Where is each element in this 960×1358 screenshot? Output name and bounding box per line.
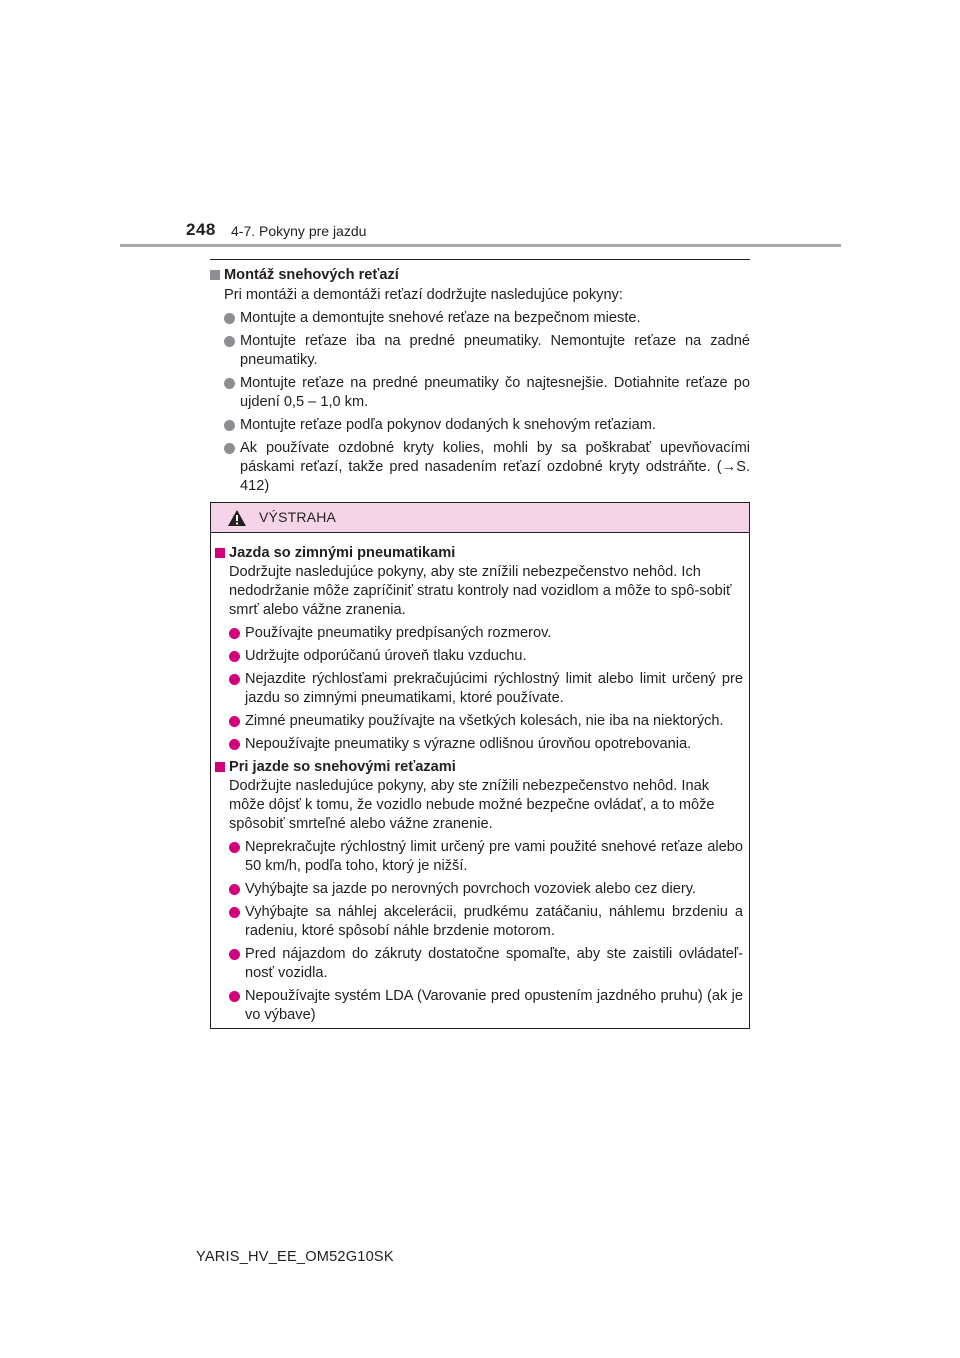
page-number: 248 bbox=[186, 220, 216, 239]
list-item-text: Nepoužívajte pneumatiky s výrazne odlišnou úrovňou opotrebovania. bbox=[245, 736, 692, 752]
snow-chains-heading-text: Montáž snehových reťazí bbox=[224, 267, 399, 283]
dot-bullet-icon bbox=[229, 674, 240, 685]
snow-chains-driving-intro: Dodržujte nasledujúce pokyny, aby ste znížili nebezpečenstvo nehôd. Inak môže dôjsť k tomu, že vozidlo nebude možné bezpečne ovládať, a to môže spôsobiť smrteľné alebo vážne zranenie. bbox=[229, 778, 715, 832]
list-item bbox=[210, 439, 750, 496]
snow-chains-driving-heading-text: Pri jazde so snehovými reťazami bbox=[229, 759, 456, 775]
list-item bbox=[210, 332, 750, 370]
dot-bullet-icon bbox=[224, 336, 235, 347]
dot-bullet-icon bbox=[224, 443, 235, 454]
list-item-text: Montujte reťaze podľa pokynov dodaných k snehovým reťaziam. bbox=[240, 417, 656, 433]
dot-bullet-icon bbox=[229, 991, 240, 1002]
list-item bbox=[215, 945, 743, 983]
list-item-text: Používajte pneumatiky predpísaných rozmerov. bbox=[245, 625, 552, 641]
list-item bbox=[210, 416, 750, 435]
list-item-text: Nepoužívajte systém LDA (Varovanie pred opustením jazdného pruhu) (ak je vo výbave) bbox=[245, 988, 743, 1023]
list-item-text: Montujte a demontujte snehové reťaze na bezpečnom mieste. bbox=[240, 310, 641, 326]
list-item-text: Zimné pneumatiky používajte na všetkých kolesách, nie iba na niektorých. bbox=[245, 713, 724, 729]
snow-chains-driving-list bbox=[215, 838, 743, 1025]
list-item-text: Vyhýbajte sa jazde po nerovných povrchoch vozoviek alebo cez diery. bbox=[245, 881, 697, 897]
list-item-text: Montujte reťaze na predné pneumatiky čo najtesnejšie. Dotiahnite reťaze po ujdení 0,5 – 1,0 km. bbox=[240, 375, 750, 410]
dot-bullet-icon bbox=[229, 884, 240, 895]
winter-tires-list bbox=[215, 624, 743, 754]
dot-bullet-icon bbox=[224, 313, 235, 324]
dot-bullet-icon bbox=[229, 739, 240, 750]
winter-tires-heading bbox=[215, 544, 743, 563]
list-item-text: Udržujte odporúčanú úroveň tlaku vzduchu. bbox=[245, 648, 527, 664]
dot-bullet-icon bbox=[229, 907, 240, 918]
warning-triangle-icon bbox=[227, 509, 247, 527]
dot-bullet-icon bbox=[229, 949, 240, 960]
winter-tires-intro: Dodržujte nasledujúce pokyny, aby ste znížili nebezpečenstvo nehôd. Ich nedodržanie môže zapríčiniť stratu kontroly nad vozidlom a môže to spô-sobiť smrť alebo vážne zranenia. bbox=[229, 564, 732, 618]
warning-body bbox=[211, 533, 749, 1025]
list-item bbox=[215, 670, 743, 708]
list-item bbox=[215, 647, 743, 666]
document-code: YARIS_HV_EE_OM52G10SK bbox=[196, 1249, 394, 1265]
list-item bbox=[215, 735, 743, 754]
snow-chains-driving-heading bbox=[215, 758, 743, 777]
list-item bbox=[215, 903, 743, 941]
list-item bbox=[215, 624, 743, 643]
list-item bbox=[215, 880, 743, 899]
list-item bbox=[215, 987, 743, 1025]
list-item-text: Nejazdite rýchlosťami prekračujúcimi rýchlostný limit alebo limit určený pre jazdu so zimnými pneumatikami, ktoré používate. bbox=[245, 671, 743, 706]
dot-bullet-icon bbox=[224, 420, 235, 431]
header-rule bbox=[120, 244, 841, 247]
dot-bullet-icon bbox=[229, 716, 240, 727]
snow-chains-heading bbox=[210, 266, 750, 285]
list-item bbox=[215, 838, 743, 876]
dot-bullet-icon bbox=[229, 842, 240, 853]
square-bullet-icon bbox=[210, 270, 220, 280]
list-item-text: Neprekračujte rýchlostný limit určený pre vami použité snehové reťaze alebo 50 km/h, podľa toho, ktorý je nižší. bbox=[245, 839, 743, 874]
winter-tires-heading-text: Jazda so zimnými pneumatikami bbox=[229, 545, 456, 561]
list-item-text: Ak používate ozdobné kryty kolies, mohli by sa poškrabať upevňovacími páskami reťazí, takže pred nasadením reťazí ozdobné kryty odstráňte. (→S. 412) bbox=[240, 440, 750, 494]
snow-chains-list bbox=[210, 309, 750, 496]
warning-header bbox=[211, 503, 749, 533]
list-item-text: Montujte reťaze iba na predné pneumatiky. Nemontujte reťaze na zadné pneumatiky. bbox=[240, 333, 750, 368]
list-item bbox=[215, 712, 743, 731]
square-bullet-icon bbox=[215, 762, 225, 772]
snow-chains-section bbox=[210, 259, 750, 500]
list-item-text: Vyhýbajte sa náhlej akcelerácii, prudkému zatáčaniu, náhlemu brzdeniu a radeniu, ktoré spôsobí náhle brzdenie motorom. bbox=[245, 904, 743, 939]
dot-bullet-icon bbox=[229, 651, 240, 662]
square-bullet-icon bbox=[215, 548, 225, 558]
snow-chains-intro: Pri montáži a demontáži reťazí dodržujte nasledujúce pokyny: bbox=[224, 287, 623, 303]
dot-bullet-icon bbox=[229, 628, 240, 639]
list-item bbox=[210, 374, 750, 412]
warning-title: VÝSTRAHA bbox=[259, 509, 337, 525]
list-item-text: Pred nájazdom do zákruty dostatočne spomaľte, aby ste zaistili ovládateľ-nosť vozidla. bbox=[245, 946, 743, 981]
page-header bbox=[0, 0, 960, 250]
section-title: 4-7. Pokyny pre jazdu bbox=[231, 223, 367, 239]
list-item bbox=[210, 309, 750, 328]
dot-bullet-icon bbox=[224, 378, 235, 389]
section-divider bbox=[210, 259, 750, 260]
warning-box bbox=[210, 502, 750, 1029]
